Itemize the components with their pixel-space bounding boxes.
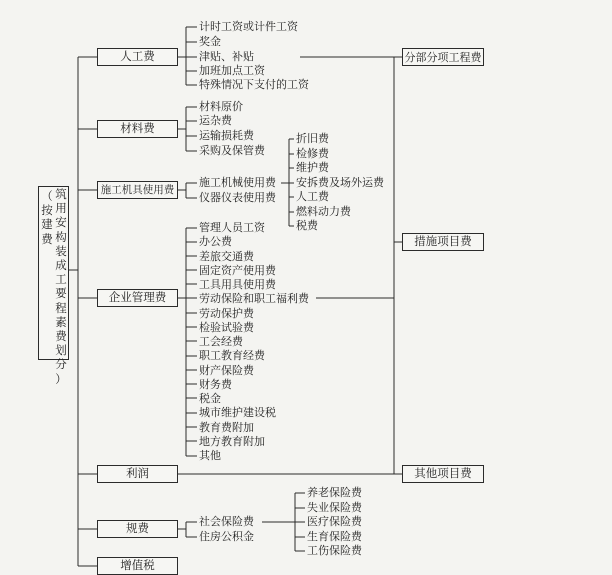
category-fees: 规费 — [97, 520, 178, 538]
enterprise-item-5: 工具用具使用费 — [199, 278, 276, 291]
box-measures: 措施项目费 — [402, 233, 484, 251]
enterprise-item-14: 城市维护建设税 — [199, 406, 276, 419]
social-insurance-item-1: 养老保险费 — [307, 486, 362, 499]
category-material: 材料费 — [97, 120, 178, 138]
category-enterprise: 企业管理费 — [97, 289, 178, 307]
category-profit: 利润 — [97, 465, 178, 483]
social-insurance-item-2: 失业保险费 — [307, 501, 362, 514]
category-machinery: 施工机具使用费 — [97, 181, 178, 199]
category-labor: 人工费 — [97, 48, 178, 66]
machine-cost-item-3: 维护费 — [296, 161, 329, 174]
enterprise-item-10: 职工教育经费 — [199, 349, 265, 362]
labor-item-5: 特殊情况下支付的工资 — [199, 78, 309, 91]
enterprise-item-4: 固定资产使用费 — [199, 264, 276, 277]
labor-item-1: 计时工资或计件工资 — [199, 20, 298, 33]
enterprise-item-8: 检验试验费 — [199, 321, 254, 334]
fees-item-1: 社会保险费 — [199, 515, 254, 528]
box-sub-project: 分部分项工程费 — [402, 48, 484, 66]
labor-item-4: 加班加点工资 — [199, 64, 265, 77]
social-insurance-item-3: 医疗保险费 — [307, 515, 362, 528]
machine-cost-item-5: 人工费 — [296, 190, 329, 203]
root-col1: （ 按 建 费 — [41, 189, 53, 246]
root-col2: 筑 用 安 构 装 成 工 要 程 素 费 划 分 ） — [55, 187, 67, 386]
labor-item-2: 奖金 — [199, 35, 221, 48]
enterprise-item-13: 税金 — [199, 392, 221, 405]
enterprise-item-7: 劳动保护费 — [199, 307, 254, 320]
enterprise-item-6: 劳动保险和职工福利费 — [199, 292, 309, 305]
category-vat: 增值税 — [97, 557, 178, 575]
material-item-2: 运杂费 — [199, 114, 232, 127]
machine-cost-item-4: 安拆费及场外运费 — [296, 176, 384, 189]
enterprise-item-9: 工会经费 — [199, 335, 243, 348]
machine-cost-item-2: 检修费 — [296, 147, 329, 160]
machinery-item-2: 仪器仪表使用费 — [199, 191, 276, 204]
enterprise-item-11: 财产保险费 — [199, 364, 254, 377]
enterprise-item-17: 其他 — [199, 449, 221, 462]
box-other: 其他项目费 — [402, 465, 484, 483]
labor-item-3: 津贴、补贴 — [199, 50, 254, 63]
enterprise-item-16: 地方教育附加 — [199, 435, 265, 448]
machine-cost-item-6: 燃料动力费 — [296, 205, 351, 218]
social-insurance-item-4: 生育保险费 — [307, 530, 362, 543]
material-item-1: 材料原价 — [199, 100, 243, 113]
material-item-3: 运输损耗费 — [199, 129, 254, 142]
enterprise-item-12: 财务费 — [199, 378, 232, 391]
fees-item-2: 住房公积金 — [199, 530, 254, 543]
enterprise-item-3: 差旅交通费 — [199, 250, 254, 263]
material-item-4: 采购及保管费 — [199, 144, 265, 157]
social-insurance-item-5: 工伤保险费 — [307, 544, 362, 557]
enterprise-item-1: 管理人员工资 — [199, 221, 265, 234]
enterprise-item-15: 教育费附加 — [199, 421, 254, 434]
machine-cost-item-1: 折旧费 — [296, 132, 329, 145]
machine-cost-item-7: 税费 — [296, 219, 318, 232]
machinery-item-1: 施工机械使用费 — [199, 176, 276, 189]
root-box — [38, 186, 69, 386]
enterprise-item-2: 办公费 — [199, 235, 232, 248]
